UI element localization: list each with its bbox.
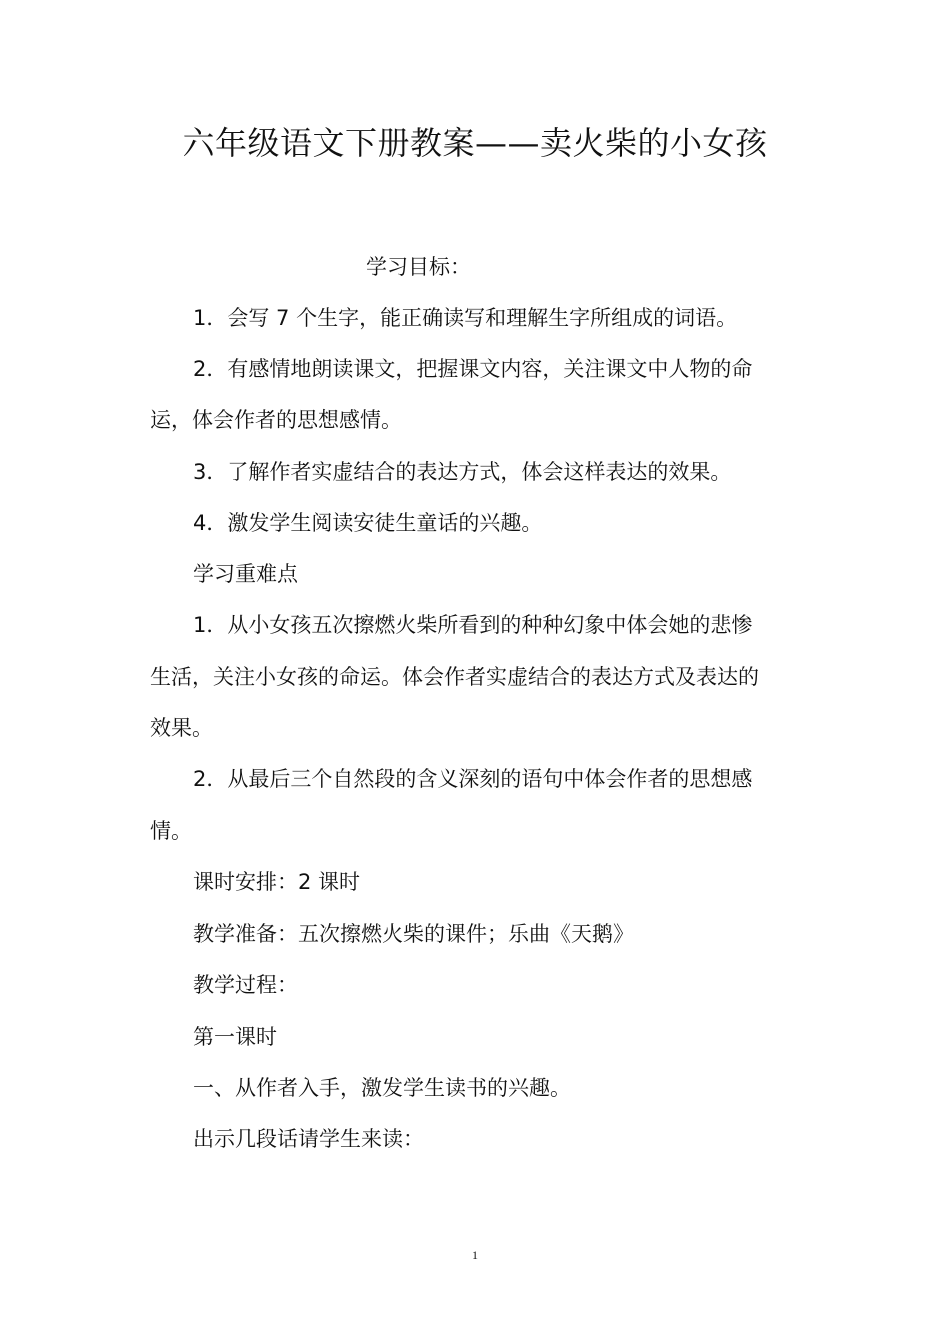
objective-2-line-1: 2．有感情地朗读课文，把握课文内容，关注课文中人物的命 [193,357,753,381]
objectives-heading: 学习目标： [366,255,471,279]
key-point-2-line-2: 情。 [150,819,192,843]
objective-3: 3．了解作者实虚结合的表达方式，体会这样表达的效果。 [193,460,732,484]
key-point-1-line-1: 1．从小女孩五次擦燃火柴所看到的种种幻象中体会她的悲惨 [193,613,753,637]
objective-1: 1．会写 7 个生字，能正确读写和理解生字所组成的词语。 [193,306,738,330]
document-title: 六年级语文下册教案——卖火柴的小女孩 [182,124,768,162]
step-1-heading: 一、从作者入手，激发学生读书的兴趣。 [193,1076,571,1100]
teaching-preparation: 教学准备：五次擦燃火柴的课件；乐曲《天鹅》 [193,922,634,946]
process-heading: 教学过程： [193,973,298,997]
reading-instruction: 出示几段话请学生来读： [193,1127,424,1151]
key-point-1-line-3: 效果。 [150,716,213,740]
objective-2-line-2: 运，体会作者的思想感情。 [150,408,402,432]
key-points-heading: 学习重难点 [193,562,298,586]
key-point-1-line-2: 生活，关注小女孩的命运。体会作者实虚结合的表达方式及表达的 [150,665,759,689]
key-point-2-line-1: 2．从最后三个自然段的含义深刻的语句中体会作者的思想感 [193,767,753,791]
objective-4: 4．激发学生阅读安徒生童话的兴趣。 [193,511,543,535]
first-lesson-heading: 第一课时 [193,1025,277,1049]
lesson-schedule: 课时安排：2 课时 [193,870,361,894]
page-number: 1 [472,1248,478,1262]
